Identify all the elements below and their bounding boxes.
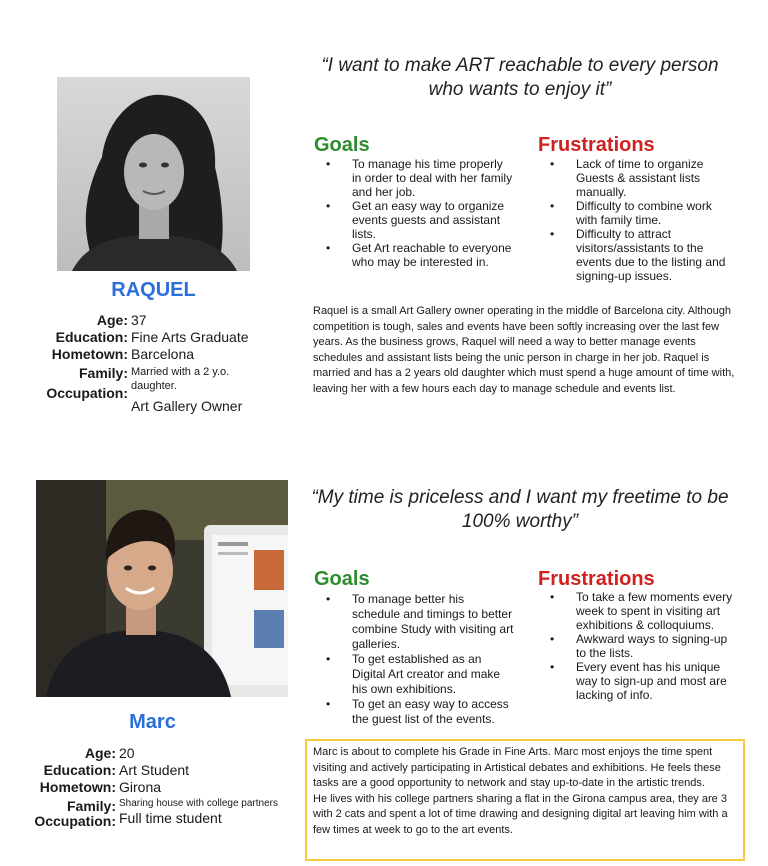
fact-label: Education:	[43, 762, 116, 778]
fact-family	[38, 363, 268, 392]
fact-label: Family:	[66, 798, 116, 814]
fact-hometown	[38, 346, 268, 363]
fact-label: Age:	[96, 312, 128, 328]
persona-facts	[20, 745, 300, 830]
list-item: • Get an easy way to organize events guests and assistant lists.	[314, 199, 514, 241]
goals-title: Goals	[314, 568, 370, 590]
list-item: • Difficulty to combine work with family time.	[538, 199, 734, 227]
list-item: • Awkward ways to signing-up to the lists.	[538, 632, 734, 660]
list-item: • To get established as an Digital Art creator and make his own exhibitions.	[314, 652, 514, 697]
fact-label: Occupation:	[34, 813, 116, 829]
bio-paragraph: He lives with his college partners sharing a flat in the Girona campus area, they are 3 with 2 cats and spent a lot of time drawing and designing digital art leaving him with a few times at week to go to the art events.	[313, 792, 728, 836]
list-item: • To manage his time properly in order to deal with her family and her job.	[314, 157, 514, 199]
marc-photo-image	[36, 480, 288, 697]
frustrations-list	[538, 590, 734, 702]
fact-value: Art Student	[119, 762, 190, 778]
list-item: • To manage better his schedule and timings to better combine Study with visiting art galleries.	[314, 592, 514, 652]
goals-title: Goals	[314, 134, 370, 156]
frustrations-list	[538, 157, 734, 283]
marc-photo	[36, 480, 288, 697]
goals-list	[314, 592, 514, 727]
bio-paragraph: Marc is about to complete his Grade in Fine Arts. Marc most enjoys the time spent visiting and actively participating in Artistical debates and exhibitions. He feels these tasks are a good opportunity to network and stay up-to-date in the artistic trends.	[313, 746, 721, 789]
persona-bio	[313, 304, 737, 397]
fact-label: Age:	[84, 745, 116, 761]
fact-label: Family:	[78, 365, 128, 381]
fact-hometown	[20, 779, 300, 796]
persona-quote: “I want to make ART reachable to every person who wants to enjoy it”	[321, 55, 719, 100]
persona-name: RAQUEL	[111, 279, 196, 301]
fact-education	[38, 329, 268, 346]
bio-paragraph: Raquel is a small Art Gallery owner operating in the middle of Barcelona city. Although competition is tough, sales and events have been softly increasing over the last few years. As the business grows, Raquel will need a way to better manage events schedules and assistant lists being the unic person in charge in her job. Raquel is married and has a 2 years old daughter which must spend a huge amount of time with, leaving her with a few hours each day to manage schedule and events list.	[313, 305, 735, 395]
persona-quote: “My time is priceless and I want my freetime to be 100% worthy”	[311, 487, 729, 532]
fact-age	[38, 312, 268, 329]
list-item: • Get Art reachable to everyone who may be interested in.	[314, 241, 514, 269]
fact-value: Art Gallery Owner	[131, 398, 243, 414]
fact-label: Hometown:	[39, 779, 116, 795]
list-item: • Difficulty to attract visitors/assistants to the events due to the listing and signing-up issues.	[538, 227, 734, 283]
fact-education	[20, 762, 300, 779]
raquel-photo-image	[57, 77, 250, 271]
raquel-photo	[57, 77, 250, 271]
fact-value: Barcelona	[131, 346, 195, 362]
persona-name: Marc	[129, 711, 176, 733]
persona-facts	[38, 312, 268, 414]
fact-value: Girona	[119, 779, 162, 795]
fact-value: Fine Arts Graduate	[131, 329, 249, 345]
fact-label: Education:	[55, 329, 128, 345]
fact-label: Hometown:	[51, 346, 128, 362]
list-item: • Lack of time to organize Guests & assistant lists manually.	[538, 157, 734, 199]
frustrations-title: Frustrations	[538, 568, 655, 590]
fact-age	[20, 745, 300, 762]
fact-value: 37	[131, 312, 147, 328]
fact-value: 20	[119, 745, 135, 761]
persona-bio	[305, 739, 745, 861]
fact-value: Full time student	[119, 810, 222, 826]
fact-value: Sharing house with college partners	[119, 798, 278, 809]
list-item: • To get an easy way to access the guest list of the events.	[314, 697, 514, 727]
fact-value: Married with a 2 y.o. daughter.	[131, 366, 230, 392]
list-item: • Every event has his unique way to sign-up and most are lacking of info.	[538, 660, 734, 702]
goals-list	[314, 157, 514, 269]
fact-occupation	[20, 810, 300, 830]
fact-label: Occupation:	[46, 385, 128, 401]
list-item: • To take a few moments every week to spent in visiting art exhibitions & colloquiums.	[538, 590, 734, 632]
frustrations-title: Frustrations	[538, 134, 655, 156]
